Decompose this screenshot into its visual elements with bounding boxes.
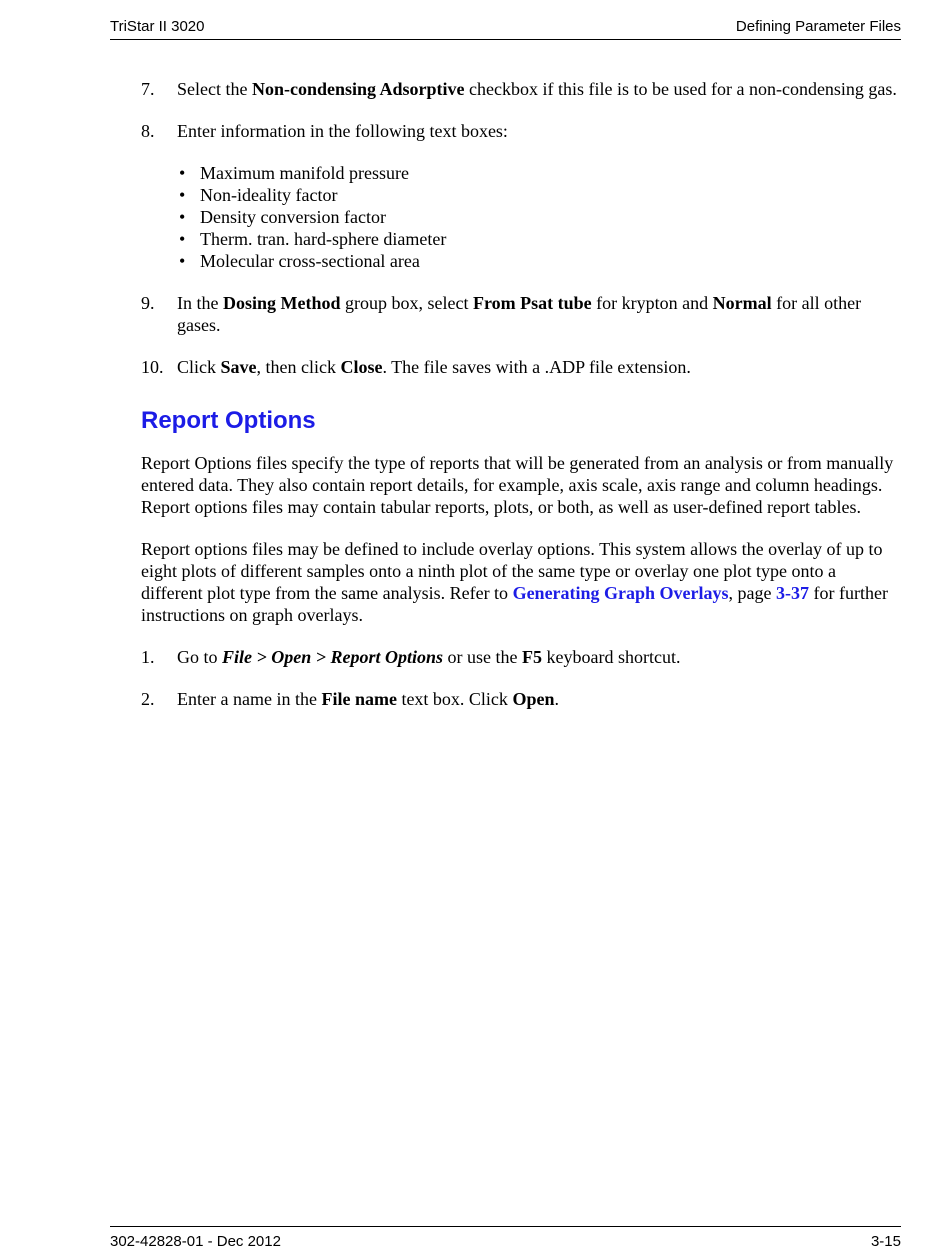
step-number: 8. (141, 121, 155, 141)
step-bold-term: Normal (712, 293, 772, 313)
bullet-icon: • (179, 207, 186, 227)
header-chapter-title: Defining Parameter Files (735, 18, 901, 35)
step-text: or use the (443, 647, 523, 667)
list-item (177, 206, 901, 228)
list-item-label: Non-ideality factor (200, 185, 338, 205)
step-text: Enter information in the following text boxes: (177, 121, 508, 141)
step-9 (141, 292, 901, 336)
step-text: , then click (256, 357, 341, 377)
footer-document-number: 302-42828-01 - Dec 2012 (110, 1233, 281, 1250)
paragraph-text: , page (728, 583, 777, 603)
step-text: text box. Click (396, 689, 513, 709)
step-text: . The file saves with a .ADP file extension. (382, 357, 691, 377)
page-content (141, 78, 901, 730)
step-number: 1. (141, 647, 155, 667)
header-product-name: TriStar II 3020 (110, 18, 205, 35)
step-10 (141, 356, 901, 378)
step-bold-term: Dosing Method (222, 293, 341, 313)
step-text: Enter a name in the (177, 689, 322, 709)
step-7 (141, 78, 901, 100)
step-text: for krypton and (591, 293, 713, 313)
paragraph-overlay-options (141, 538, 901, 626)
step-text: Click (177, 357, 221, 377)
page-footer (110, 1226, 901, 1253)
step-bold-term: Save (220, 357, 257, 377)
bullet-icon: • (179, 251, 186, 271)
list-item-label: Density conversion factor (200, 207, 386, 227)
step-2 (141, 688, 901, 710)
step-text: In the (177, 293, 223, 313)
menu-path: File > Open > Report Options (222, 647, 444, 667)
step-number: 9. (141, 293, 155, 313)
step-text: keyboard shortcut. (542, 647, 681, 667)
graph-overlays-link[interactable]: Generating Graph Overlays (512, 583, 729, 603)
list-item-label: Therm. tran. hard-sphere diameter (200, 229, 447, 249)
paragraph-report-options: Report Options files specify the type of reports that will be generated from an analysis or from manually entered data. They also contain report details, for example, axis scale, axis range and column headings. Report options files may contain tabular reports, plots, or both, as well as user-defined report tables. (141, 453, 894, 517)
page-header (110, 17, 901, 40)
step-text: . (554, 689, 559, 709)
step-text: Go to (177, 647, 222, 667)
step-text: Select the (177, 79, 252, 99)
bullet-icon: • (179, 185, 186, 205)
bullet-icon: • (179, 229, 186, 249)
step-bold-term: Close (340, 357, 383, 377)
step-bold-term: Non-condensing Adsorptive (251, 79, 465, 99)
list-item-label: Molecular cross-sectional area (200, 251, 420, 271)
paragraph-text: Report options files may be defined to include overlay options. This system allows the overlay of up to eight plots of different samples onto a ninth plot of the same type or overlay one plot type onto a different plot type from the same analysis. Refer to (141, 539, 883, 603)
section-heading: Report Options (141, 407, 316, 434)
step-text: checkbox if this file is to be used for a non-condensing gas. (464, 79, 897, 99)
step-number: 7. (141, 79, 155, 99)
page-ref-link[interactable]: 3-37 (776, 583, 810, 603)
footer-page-number: 3-15 (870, 1233, 901, 1250)
step-1 (141, 646, 901, 668)
step-8 (141, 120, 901, 272)
shortcut-key: F5 (522, 647, 543, 667)
step-bold-term: From Psat tube (472, 293, 592, 313)
list-item (177, 250, 901, 272)
list-item (177, 162, 901, 184)
step-bold-term: Open (512, 689, 555, 709)
step-bold-term: File name (321, 689, 397, 709)
text-box-list (177, 162, 901, 272)
step-number: 2. (141, 689, 155, 709)
paragraph-text: for further instructions on graph overlays. (141, 583, 888, 625)
list-item (177, 228, 901, 250)
step-text: group box, select (340, 293, 473, 313)
step-text: for all other gases. (177, 293, 862, 335)
bullet-icon: • (179, 163, 186, 183)
list-item (177, 184, 901, 206)
step-number: 10. (141, 357, 164, 377)
list-item-label: Maximum manifold pressure (200, 163, 409, 183)
